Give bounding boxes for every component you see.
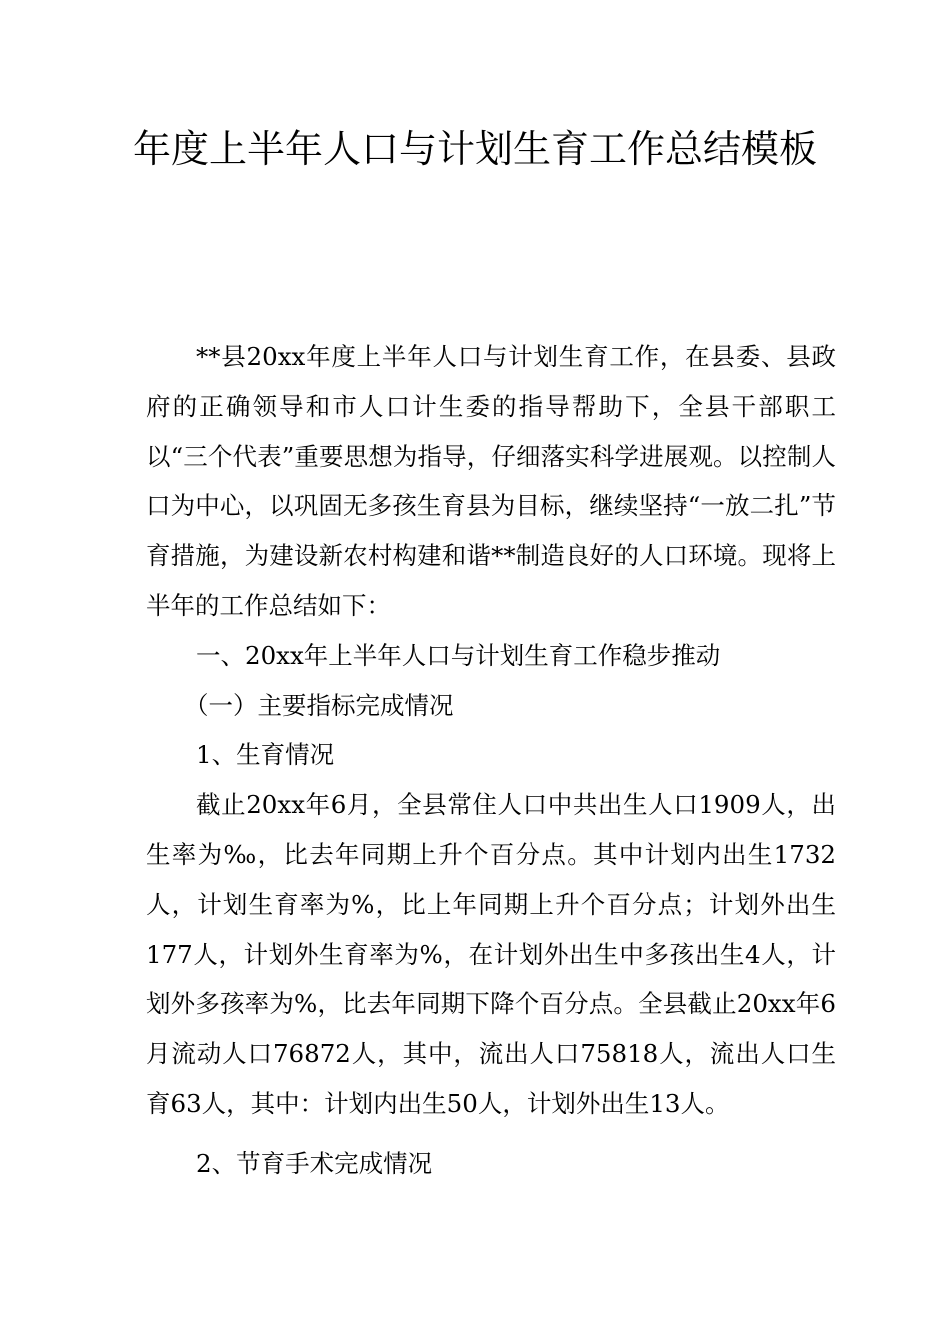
paragraph-spacer [146, 1129, 836, 1139]
subsection-heading-1: （一）主要指标完成情况 [184, 690, 454, 720]
item-heading-surgery: 2、节育手术完成情况 [196, 1148, 433, 1178]
document-title: 年度上半年人口与计划生育工作总结模板 [132, 127, 817, 171]
intro-paragraph: **县20xx年度上半年人口与计划生育工作，在县委、县政府的正确领导和市人口计生委的指导帮助下，全县干部职工以“三个代表”重要思想为指导，仔细落实科学进展观。以控制人口为中心，以巩固无多孩生育县为目标，继续坚持“一放二扎”节育措施，为建设新农村构建和谐**制造良好的人口环境。现将上半年的工作总结如下： [146, 342, 836, 620]
document-body [146, 332, 836, 1189]
birth-statistics-paragraph: 截止20xx年6月，全县常住人口中共出生人口1909人，出生率为‰，比去年同期上升个百分点。其中计划内出生1732人，计划生育率为%，比上年同期上升个百分点；计划外出生177人，计划外生育率为%，在计划外出生中多孩出生4人，计划外多孩率为%，比去年同期下降个百分点。全县截止20xx年6月流动人口76872人，其中，流出人口75818人，流出人口生育63人，其中：计划内出生50人，计划外出生13人。 [146, 790, 836, 1118]
item-heading-birth: 1、生育情况 [196, 740, 335, 770]
section-heading-1: 一、20xx年上半年人口与计划生育工作稳步推动 [196, 640, 721, 670]
